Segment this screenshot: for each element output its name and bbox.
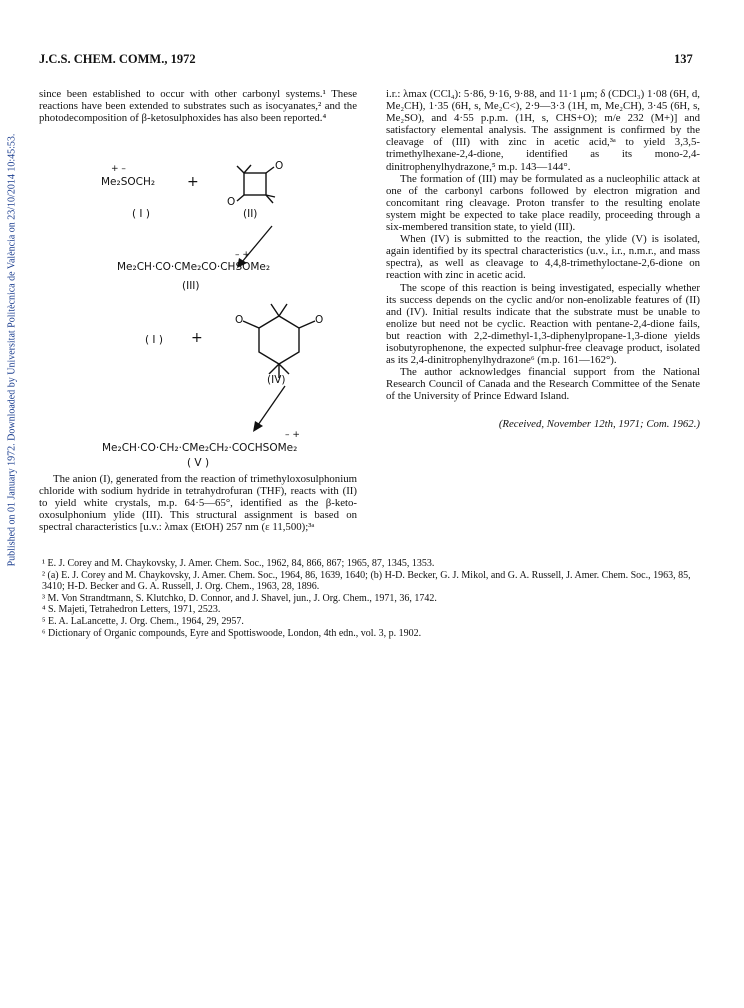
left-column-body <box>39 473 357 533</box>
product-III-charge: – + <box>235 250 250 260</box>
compound-label-I-second: ( I ) <box>145 334 163 346</box>
plus-sign-1: + <box>187 174 199 190</box>
product-V-formula: Me₂CH·CO·CH₂·CMe₂CH₂·COCHSOMe₂ <box>102 442 298 454</box>
trimethylcyclohexanedione-structure <box>243 304 315 378</box>
reaction-scheme <box>39 150 357 470</box>
references <box>42 558 702 639</box>
oxygen-atom: O <box>315 314 324 326</box>
oxygen-atom: O <box>235 314 244 326</box>
download-watermark-text: Published on 01 January 1972. Downloaded by Universitat Politècnica de València on 23/10/2014 10:45:53. <box>6 133 18 567</box>
reference-item: ⁴ S. Majeti, Tetrahedron Letters, 1971, 2523. <box>42 604 221 616</box>
received-date: (Received, November 12th, 1971; Com. 1962.) <box>498 418 700 431</box>
reaction-arrow-2-head <box>253 421 263 432</box>
cyclobutanedione-structure <box>237 165 275 203</box>
reagent-formula: Me₂SOCH₂ <box>101 176 156 188</box>
reference-item: ¹ E. J. Corey and M. Chaykovsky, J. Amer. Chem. Soc., 1962, 84, 866, 867; 1965, 87, 1345, 1353. <box>42 558 435 569</box>
compound-label-IV: (IV) <box>267 374 286 386</box>
reference-item: ⁶ Dictionary of Organic compounds, Eyre and Spottiswoode, London, 4th edn., vol. 3, p. 1902. <box>42 627 422 639</box>
compound-label-I: ( I ) <box>132 208 150 220</box>
oxygen-atom: O <box>275 160 284 172</box>
left-column-intro <box>39 88 357 124</box>
reference-item: ² (a) E. J. Corey and M. Chaykovsky, J. Amer. Chem. Soc., 1964, 86, 1639, 1640; (b) H-D. Becker, G. J. Mikol, and G. A. Russell, J. Amer. Chem. Soc., 1963, 85, 3410; H-D. Becker and G. A. Russell, J. Org. Chem., 1963, 28, 1896. <box>42 569 691 593</box>
page-number: 137 <box>674 52 693 66</box>
mechanism-paragraph: The formation of (III) may be formulated as a nucleophilic attack at one of the carbonyl carbons followed by electron migration and concomitant ring cleavage. Proton transfer to the resulting enolate system might be expected to take place readily, proceeding through a six-membered transition state, to yield (III). <box>386 172 700 234</box>
product-V-charge: – + <box>285 430 300 440</box>
reagent-charge: + – <box>111 164 126 174</box>
reaction-arrow-2 <box>258 386 285 425</box>
reference-item: ⁵ E. A. LaLancette, J. Org. Chem., 1964, 29, 2957. <box>42 615 244 627</box>
intro-paragraph: since been established to occur with other carbonyl systems.¹ These reactions have been extended to substrates such as isocyanates,² and the photodecomposition of β-ketosulphoxides has also been reported.⁴ <box>39 88 357 125</box>
compound-label-V: ( V ) <box>187 457 210 469</box>
compound-label-III: (III) <box>182 280 200 292</box>
plus-sign-2: + <box>191 330 203 346</box>
oxygen-atom: O <box>227 196 236 208</box>
scope-paragraph: The scope of this reaction is being investigated, especially whether its success depends on the cyclic and/or non-enolizable features of (II) and (IV). Initial results indicate that the substrate must be unable to enolize but need not be cyclic. Reaction with pentane-2,4-dione fails, but reaction with 2,2-dimethyl-1,3-diphenylpropane-1,3-dione yields isobutyrophenone, the expected sulphur-free cleavage product, isolated as its 2,4-dinitrophenylhydrazone⁶ (m.p. 161—162°). <box>386 281 700 367</box>
ylide-paragraph: When (IV) is submitted to the reaction, the ylide (V) is isolated, again identified by its spectral characteristics (u.v., i.r., n.m.r., and mass spectra), as well as cleavage to 4,4,8-trimethyloctane-2,6-dione on reaction with zinc in acetic acid. <box>386 233 700 282</box>
journal-header: J.C.S. CHEM. COMM., 1972 <box>39 52 196 66</box>
product-III-formula: Me₂CH·CO·CMe₂CO·CHSOMe₂ <box>117 261 271 273</box>
right-column <box>386 88 700 431</box>
acknowledgement-paragraph: The author acknowledges financial support from the National Research Council of Canada and the Research Committee of the Senate of the University of Prince Edward Island. <box>386 366 700 403</box>
download-watermark <box>6 133 18 567</box>
anion-paragraph: The anion (I), generated from the reaction of trimethyloxosulphonium chloride with sodium hydride in tetrahydrofuran (THF), reacts with (II) to yield white crystals, m.p. 64·5—65°, identified as the β-keto-oxosulphonium ylide (III). This structural assignment is based on spectral characteristics [u.v.: λmax (EtOH) 257 nm (ε 11,500);³ᵃ <box>39 473 357 534</box>
compound-label-II: (II) <box>243 208 258 220</box>
scheme-drawing <box>39 150 357 470</box>
reference-item: ³ M. Von Strandtmann, S. Klutchko, D. Connor, and J. Shavel, jun., J. Org. Chem., 1971, 36, 1742. <box>42 592 437 604</box>
spectral-data-paragraph: i.r.: λmax (CCl₄): 5·86, 9·16, 9·88, and 11·1 μm; δ (CDCl₃) 1·08 (6H, d, Me₂CH), 1·35 (6H, s, Me₂C<), 2·9—3·3 (1H, m, Me₂CH), 3·45 (6H, s, Me₂SO), and 4·55 p.p.m. (1H, s, CHS+O); m/e 232 (M+)] and satisfactory elemental analysis. The assignment is confirmed by the cleavage of (III) with zinc in acetic acid,³ᵃ to yield 3,3,5-trimethylhexane-2,4-dione, identified as its mono-2,4-dinitrophenylhydrazone,⁵ m.p. 143—144°. <box>386 88 700 173</box>
